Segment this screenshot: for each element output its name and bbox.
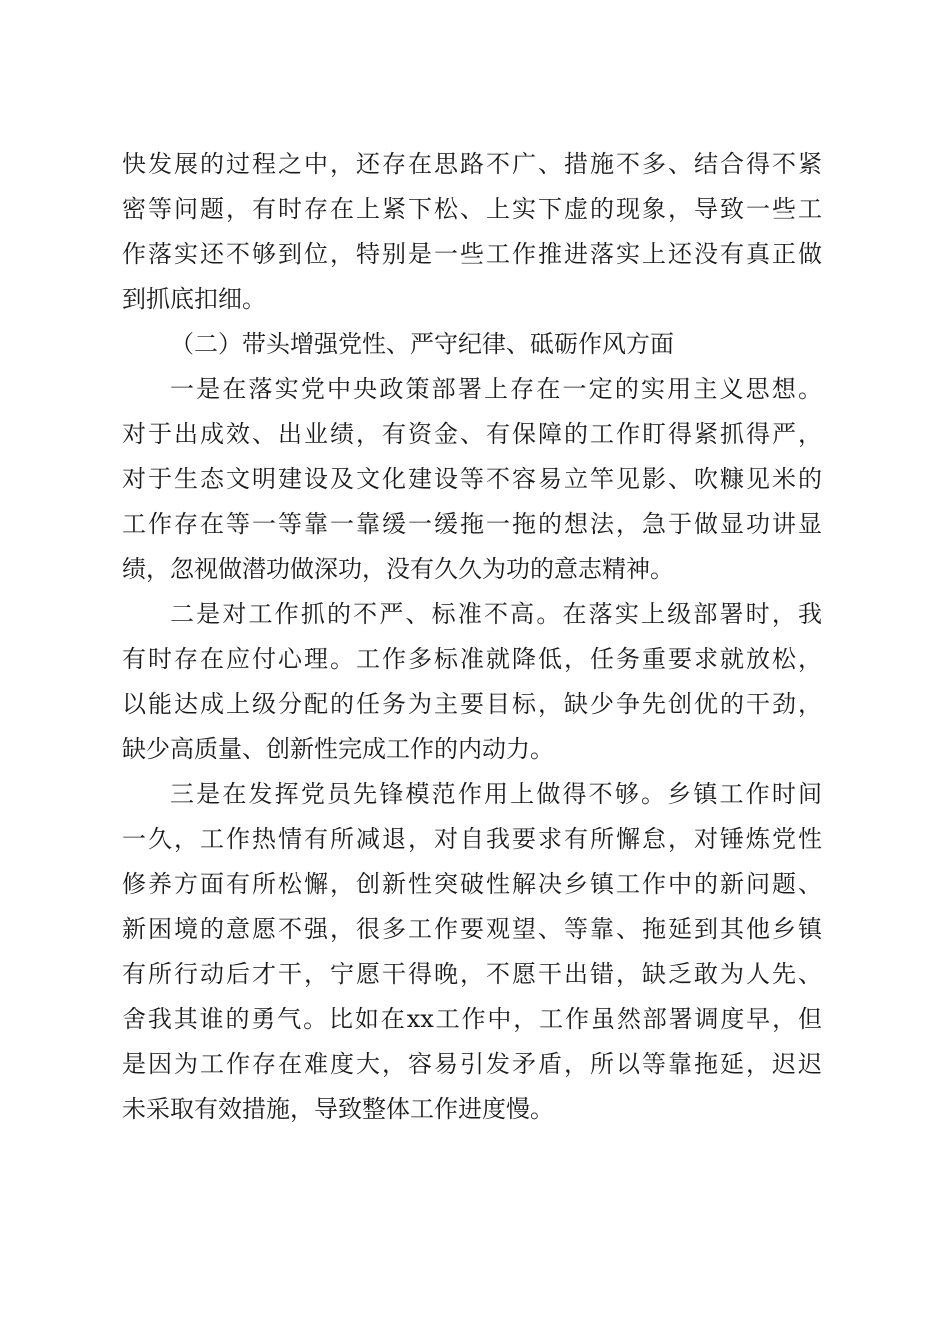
text-line: 二是对工作抓的不严、标准不高。在落实上级部署时，我	[170, 600, 822, 628]
paragraph-point-three	[122, 772, 822, 1132]
text-line: 缺少高质量、创新性完成工作的内动力。	[122, 735, 554, 763]
text-line: 是因为工作存在难度大，容易引发矛盾，所以等靠拖延，迟迟	[122, 1050, 822, 1078]
text-line: 对于生态文明建设及文化建设等不容易立竿见影、吹糠见米的	[122, 465, 822, 493]
text-line: 工作存在等一等靠一靠缓一缓拖一拖的想法，急于做显功讲显	[122, 510, 822, 538]
text-line: 绩，忽视做潜功做深功，没有久久为功的意志精神。	[122, 555, 674, 583]
text-line: 作落实还不够到位，特别是一些工作推进落实上还没有真正做	[122, 240, 822, 268]
text-line: 舍我其谁的勇气。比如在xx工作中，工作虽然部署调度早，但	[122, 1005, 822, 1033]
section-heading-text: （二）带头增强党性、严守纪律、砥砺作风方面	[170, 330, 674, 358]
paragraph-point-one	[122, 367, 822, 592]
text-line: 未采取有效措施，导致整体工作进度慢。	[122, 1095, 554, 1123]
text-line: 密等问题，有时存在上紧下松、上实下虚的现象，导致一些工	[122, 195, 822, 223]
text-line: 修养方面有所松懈，创新性突破性解决乡镇工作中的新问题、	[122, 870, 822, 898]
text-line: 一久，工作热情有所减退，对自我要求有所懈怠，对锤炼党性	[122, 825, 822, 853]
text-line: 有所行动后才干，宁愿干得晚，不愿干出错，缺乏敢为人先、	[122, 960, 822, 988]
section-heading	[122, 322, 822, 367]
text-line: 新困境的意愿不强，很多工作要观望、等靠、拖延到其他乡镇	[122, 915, 822, 943]
paragraph-point-two	[122, 592, 822, 772]
text-line: 以能达成上级分配的任务为主要目标，缺少争先创优的干劲，	[122, 690, 822, 718]
text-line: 到抓底扣细。	[122, 285, 266, 313]
text-line: 有时存在应付心理。工作多标准就降低，任务重要求就放松，	[122, 645, 822, 673]
text-line: 快发展的过程之中，还存在思路不广、措施不多、结合得不紧	[122, 150, 822, 178]
text-line: 对于出成效、出业绩，有资金、有保障的工作盯得紧抓得严，	[122, 420, 822, 448]
text-line: 三是在发挥党员先锋模范作用上做得不够。乡镇工作时间	[170, 780, 822, 808]
paragraph-continuation	[122, 142, 822, 322]
text-line: 一是在落实党中央政策部署上存在一定的实用主义思想。	[170, 375, 822, 403]
